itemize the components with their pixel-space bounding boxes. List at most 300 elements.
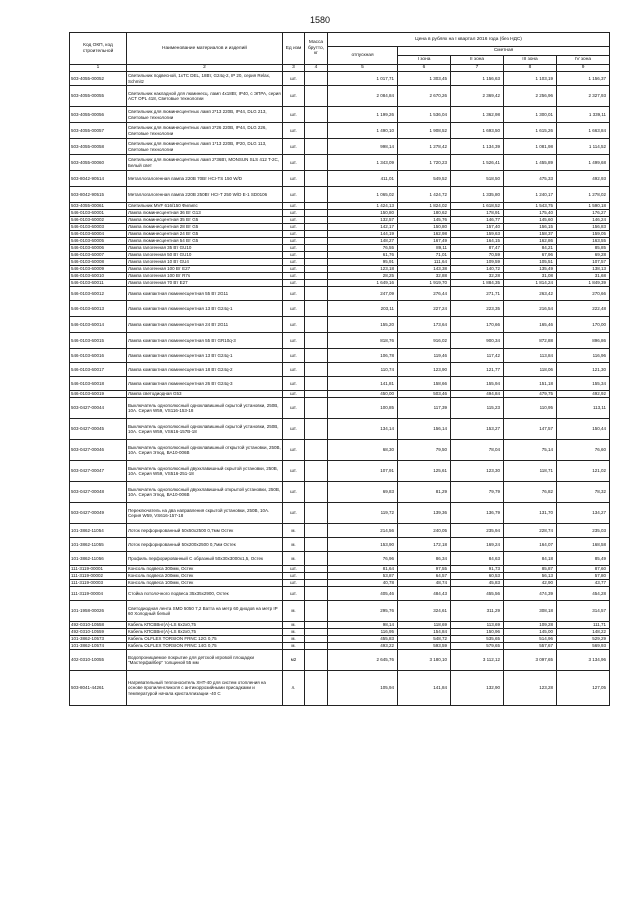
cell-zone-3: 872,88 (504, 333, 557, 349)
table-row (70, 643, 610, 650)
cell-unit: л. (283, 671, 305, 706)
cell-unit: шт. (283, 482, 305, 503)
cell-zone-1: 240,05 (398, 524, 451, 538)
cell-code: 503-4055-00057 (70, 123, 127, 139)
cell-zone-3: 1 814,24 (504, 280, 557, 287)
cell-zone-4: 150,44 (557, 419, 610, 440)
cell-mass (305, 187, 328, 203)
cell-release-price: 153,90 (328, 538, 398, 552)
cell-code: 402-0310-10055 (70, 650, 127, 671)
cell-code: 546-0103-60019 (70, 391, 127, 398)
cell-release-price: 1 490,10 (328, 123, 398, 139)
cell-mass (305, 601, 328, 622)
cell-zone-2: 1 362,98 (451, 107, 504, 123)
cell-unit: м. (283, 601, 305, 622)
cell-zone-1: 81,29 (398, 482, 451, 503)
cell-zone-2: 1 884,35 (451, 280, 504, 287)
cell-zone-4: 222,48 (557, 301, 610, 317)
cell-unit: м. (283, 629, 305, 636)
cell-release-price: 203,11 (328, 301, 398, 317)
cell-mass (305, 317, 328, 333)
price-table-sheet (69, 32, 609, 706)
cell-zone-3: 175,40 (504, 210, 557, 217)
cell-release-price: 76,96 (328, 552, 398, 566)
cell-name: Металлогалогенная лампа 220В 70Вт HCI-TS 150 W/D (127, 171, 283, 187)
cell-zone-2: 117,42 (451, 349, 504, 363)
cell-release-price: 107,91 (328, 461, 398, 482)
cell-zone-1: 172,18 (398, 538, 451, 552)
cell-name: Светильник накладной для люминесц. ламп 4х18Вт, IP40, с ЭПРА, серия ACT OPL 418, Световые технологии (127, 86, 283, 107)
cell-unit: шт. (283, 287, 305, 301)
cell-zone-1: 150,80 (398, 224, 451, 231)
cell-zone-1: 548,72 (398, 636, 451, 643)
cell-zone-4: 454,28 (557, 587, 610, 601)
cell-code: 101-3862-11055 (70, 538, 127, 552)
cell-code: 546-0103-60005 (70, 238, 127, 245)
cell-code: 503-8041-44261 (70, 671, 127, 706)
cell-release-price: 69,83 (328, 482, 398, 503)
cell-mass (305, 155, 328, 171)
cell-unit: м. (283, 643, 305, 650)
table-row (70, 259, 610, 266)
cell-zone-1: 119,46 (398, 349, 451, 363)
cell-code: 503-4055-00061 (70, 203, 127, 210)
cell-zone-2: 1 335,80 (451, 187, 504, 203)
table-row (70, 210, 610, 217)
cell-zone-4: 159,05 (557, 231, 610, 238)
cell-zone-4: 85,85 (557, 245, 610, 252)
cell-zone-2: 518,50 (451, 171, 504, 187)
page-number: 1580 (309, 15, 331, 25)
cell-zone-1: 180,62 (398, 210, 451, 217)
cell-unit: шт. (283, 155, 305, 171)
cell-unit: шт. (283, 391, 305, 398)
cell-zone-2: 2 369,42 (451, 86, 504, 107)
table-body (70, 72, 610, 706)
cell-code: 546-0103-60003 (70, 224, 127, 231)
cell-zone-2: 535,65 (451, 636, 504, 643)
cell-unit: шт. (283, 171, 305, 187)
cell-unit: м. (283, 636, 305, 643)
cell-zone-1: 139,36 (398, 503, 451, 524)
cell-zone-3: 84,21 (504, 245, 557, 252)
cell-name: Лампа компактная люминесцентная 13 Вт G24q-1 (127, 301, 283, 317)
cell-zone-3: 263,42 (504, 287, 557, 301)
cell-unit: м2 (283, 650, 305, 671)
cell-zone-3: 151,18 (504, 377, 557, 391)
cell-mass (305, 123, 328, 139)
cell-mass (305, 139, 328, 155)
cell-mass (305, 524, 328, 538)
table-row (70, 155, 610, 171)
column-index: 1 (70, 65, 127, 72)
table-row (70, 580, 610, 587)
cell-release-price: 95,91 (328, 259, 398, 266)
cell-zone-4: 121,02 (557, 461, 610, 482)
cell-code: 546-0103-60011 (70, 280, 127, 287)
cell-code: 503-0427-00045 (70, 419, 127, 440)
header-zone-3: III зона (504, 56, 557, 65)
cell-zone-4: 113,11 (557, 398, 610, 419)
table-row (70, 503, 610, 524)
cell-mass (305, 231, 328, 238)
column-index: 5 (328, 65, 398, 72)
table-row (70, 171, 610, 187)
cell-release-price: 1 199,26 (328, 107, 398, 123)
cell-zone-4: 69,28 (557, 252, 610, 259)
cell-unit: шт. (283, 238, 305, 245)
cell-name: Светильник для люминесцентных ламп 2*36Вт, MONSUN SLS 412 T-2C, Белый свет (127, 155, 283, 171)
table-row (70, 482, 610, 503)
cell-zone-4: 31,68 (557, 273, 610, 280)
cell-mass (305, 398, 328, 419)
cell-zone-4: 155,34 (557, 377, 610, 391)
header-release-price: отпускная (328, 47, 398, 65)
cell-zone-2: 235,94 (451, 524, 504, 538)
cell-zone-4: 1 156,37 (557, 72, 610, 86)
cell-unit: шт. (283, 245, 305, 252)
cell-release-price: 76,55 (328, 245, 398, 252)
cell-zone-2: 150,96 (451, 629, 504, 636)
cell-name: Консоль подвеса 300мм, Остек (127, 566, 283, 573)
cell-code: 111-3119-00004 (70, 587, 127, 601)
cell-zone-1: 158,66 (398, 377, 451, 391)
cell-release-price: 411,01 (328, 171, 398, 187)
cell-unit: шт. (283, 266, 305, 273)
cell-zone-2: 70,59 (451, 252, 504, 259)
cell-mass (305, 587, 328, 601)
cell-zone-1: 71,01 (398, 252, 451, 259)
header-price: Цена в рублях на I квартал 2016 года (без НДС) (328, 33, 610, 47)
cell-code: 503-4055-00056 (70, 107, 127, 123)
table-row (70, 587, 610, 601)
cell-mass (305, 280, 328, 287)
cell-code: 503-4055-00055 (70, 86, 127, 107)
cell-zone-1: 97,55 (398, 566, 451, 573)
cell-unit: шт. (283, 224, 305, 231)
cell-unit: шт. (283, 363, 305, 377)
cell-zone-2: 84,63 (451, 552, 504, 566)
cell-code: 503-0427-00048 (70, 482, 127, 503)
table-row (70, 391, 610, 398)
cell-code: 546-0103-60017 (70, 363, 127, 377)
cell-name: Светильник подвесной, 1хТС DEL, 18Вт, G24q-2, IP 20, серия Relax, Schmitz (127, 72, 283, 86)
cell-unit: шт. (283, 333, 305, 349)
cell-code: 546-0103-60015 (70, 333, 127, 349)
cell-code: 546-0103-60018 (70, 377, 127, 391)
cell-zone-2: 32,28 (451, 273, 504, 280)
table-row (70, 622, 610, 629)
cell-zone-4: 121,30 (557, 363, 610, 377)
cell-mass (305, 86, 328, 107)
cell-mass (305, 552, 328, 566)
cell-zone-4: 1 499,68 (557, 155, 610, 171)
cell-zone-2: 136,79 (451, 503, 504, 524)
column-index: 9 (557, 65, 610, 72)
cell-zone-1: 1 720,23 (398, 155, 451, 171)
cell-zone-2: 579,65 (451, 643, 504, 650)
cell-zone-3: 1 300,01 (504, 107, 557, 123)
cell-zone-4: 569,93 (557, 643, 610, 650)
cell-zone-2: 113,69 (451, 622, 504, 629)
cell-unit: шт. (283, 587, 305, 601)
cell-mass (305, 273, 328, 280)
cell-mass (305, 461, 328, 482)
cell-unit: шт. (283, 580, 305, 587)
table-row (70, 440, 610, 461)
cell-release-price: 81,64 (328, 566, 398, 573)
cell-zone-3: 308,18 (504, 601, 557, 622)
table-row (70, 333, 610, 349)
cell-name: Лампа компактная люминесцентная 18 Вт G24q-2 (127, 363, 283, 377)
cell-code: 503-4055-00060 (70, 155, 127, 171)
cell-zone-3: 1 615,26 (504, 123, 557, 139)
cell-zone-4: 156,83 (557, 224, 610, 231)
cell-code: 111-3119-00003 (70, 580, 127, 587)
cell-zone-3: 1 543,75 (504, 203, 557, 210)
cell-code: 503-0427-00046 (70, 440, 127, 461)
cell-mass (305, 266, 328, 273)
cell-zone-3: 145,60 (504, 217, 557, 224)
table-row (70, 419, 610, 440)
cell-zone-2: 91,73 (451, 566, 504, 573)
cell-release-price: 61,76 (328, 252, 398, 259)
cell-name: Светильник для люминесцентных ламп 2*26 220В, IP44, DLG 226, Световые технологии (127, 123, 283, 139)
cell-mass (305, 377, 328, 391)
cell-name: Лампа компактная люминесцентная 13 Вт G24q-1 (127, 349, 283, 363)
cell-zone-2: 1 526,41 (451, 155, 504, 171)
cell-zone-3: 145,00 (504, 629, 557, 636)
cell-zone-1: 141,84 (398, 671, 451, 706)
cell-zone-1: 167,49 (398, 238, 451, 245)
cell-mass (305, 349, 328, 363)
cell-unit: шт. (283, 123, 305, 139)
cell-name: Профиль перфорированный С образный 50х30х3000х1,5, Остек (127, 552, 283, 566)
cell-code: 546-0103-60002 (70, 217, 127, 224)
cell-name: Лампа люминесцентная 54 Вт G5 (127, 238, 283, 245)
cell-mass (305, 301, 328, 317)
cell-release-price: 214,56 (328, 524, 398, 538)
cell-zone-1: 86,34 (398, 552, 451, 566)
cell-unit: шт. (283, 461, 305, 482)
table-row (70, 636, 610, 643)
cell-code: 492-0310-10559 (70, 629, 127, 636)
cell-unit: шт. (283, 217, 305, 224)
cell-name: Выключатель однополюсный двухклавишный скрытой установки, 250В, 10А. Серия W59, VS516-251-18 (127, 461, 283, 482)
cell-mass (305, 573, 328, 580)
cell-zone-4: 111,71 (557, 622, 610, 629)
cell-name: Лоток перфорированный 50х50х2500 0,7мм Остек (127, 524, 283, 538)
cell-zone-4: 896,86 (557, 333, 610, 349)
column-index: 2 (127, 65, 283, 72)
cell-zone-1: 173,64 (398, 317, 451, 333)
cell-zone-3: 118,06 (504, 363, 557, 377)
cell-zone-1: 111,64 (398, 259, 451, 266)
cell-zone-1: 89,11 (398, 245, 451, 252)
cell-unit: шт. (283, 259, 305, 266)
cell-release-price: 450,00 (328, 391, 398, 398)
cell-zone-2: 87,47 (451, 245, 504, 252)
cell-zone-1: 593,59 (398, 643, 451, 650)
cell-zone-1: 1 303,45 (398, 72, 451, 86)
cell-code: 503-0427-00044 (70, 398, 127, 419)
cell-zone-4: 168,58 (557, 538, 610, 552)
table-row (70, 203, 610, 210)
cell-zone-2: 146,77 (451, 217, 504, 224)
cell-mass (305, 217, 328, 224)
cell-zone-1: 48,74 (398, 580, 451, 587)
cell-unit: м. (283, 552, 305, 566)
cell-unit: шт. (283, 187, 305, 203)
cell-unit: шт. (283, 377, 305, 391)
cell-zone-4: 127,05 (557, 671, 610, 706)
cell-unit: шт. (283, 301, 305, 317)
cell-zone-2: 157,40 (451, 224, 504, 231)
cell-zone-1: 162,98 (398, 231, 451, 238)
cell-release-price: 28,25 (328, 273, 398, 280)
cell-release-price: 106,78 (328, 349, 398, 363)
cell-unit: м. (283, 524, 305, 538)
cell-name: Лампа галогенная 35 Вт GU10 (127, 245, 283, 252)
table-row (70, 601, 610, 622)
cell-name: Кабель OLFLEX TORSION FRNC 14G 0,75 (127, 643, 283, 650)
column-index: 3 (283, 65, 305, 72)
cell-zone-1: 1 278,42 (398, 139, 451, 155)
cell-zone-3: 479,75 (504, 391, 557, 398)
cell-zone-3: 1 103,19 (504, 72, 557, 86)
cell-release-price: 1 065,02 (328, 187, 398, 203)
cell-mass (305, 107, 328, 123)
cell-zone-3: 475,33 (504, 171, 557, 187)
cell-zone-2: 78,04 (451, 440, 504, 461)
cell-release-price: 142,17 (328, 224, 398, 231)
cell-zone-3: 123,28 (504, 671, 557, 706)
cell-unit: шт. (283, 566, 305, 573)
cell-zone-1: 276,44 (398, 287, 451, 301)
cell-release-price: 818,76 (328, 333, 398, 349)
cell-zone-1: 1 424,72 (398, 187, 451, 203)
cell-zone-3: 1 240,17 (504, 187, 557, 203)
cell-zone-2: 3 112,12 (451, 650, 504, 671)
cell-release-price: 2 084,84 (328, 86, 398, 107)
cell-zone-4: 134,27 (557, 503, 610, 524)
cell-zone-2: 121,77 (451, 363, 504, 377)
cell-zone-1: 143,38 (398, 266, 451, 273)
cell-zone-1: 484,43 (398, 587, 451, 601)
cell-code: 492-0310-10558 (70, 622, 127, 629)
cell-zone-1: 503,46 (398, 391, 451, 398)
cell-mass (305, 203, 328, 210)
cell-zone-2: 109,59 (451, 259, 504, 266)
cell-zone-3: 147,57 (504, 419, 557, 440)
cell-name: Лампа компактная люминесцентная 55 Вт 2G11 (127, 287, 283, 301)
table-row (70, 650, 610, 671)
table-row (70, 377, 610, 391)
cell-zone-2: 271,71 (451, 287, 504, 301)
cell-code: 546-0103-60016 (70, 349, 127, 363)
cell-code: 546-0103-60013 (70, 301, 127, 317)
cell-code: 101-3862-10574 (70, 643, 127, 650)
cell-zone-2: 494,84 (451, 391, 504, 398)
cell-name: Выключатель однополюсный двухклавишный открытой установки, 250В, 10А. Серия Этюд, ВА10-006В (127, 482, 283, 503)
column-index: 6 (398, 65, 451, 72)
cell-unit: шт. (283, 280, 305, 287)
cell-name: Лампа светодиодная G53 (127, 391, 283, 398)
cell-code: 503-0427-00049 (70, 503, 127, 524)
cell-release-price: 116,95 (328, 629, 398, 636)
cell-code: 101-3862-11054 (70, 524, 127, 538)
table-row (70, 349, 610, 363)
cell-zone-2: 159,63 (451, 231, 504, 238)
cell-zone-4: 1 849,39 (557, 280, 610, 287)
cell-code: 546-0103-60014 (70, 317, 127, 333)
cell-name: Лампа галогенная 100 Вт E27 (127, 266, 283, 273)
cell-code: 546-0103-60007 (70, 252, 127, 259)
cell-zone-4: 85,49 (557, 552, 610, 566)
cell-name: Стойка потолочного подвеса 35х35х2900, Остек (127, 587, 283, 601)
table-row (70, 231, 610, 238)
cell-zone-3: 162,86 (504, 238, 557, 245)
cell-zone-3: 1 455,89 (504, 155, 557, 171)
cell-release-price: 98,14 (328, 622, 398, 629)
table-row (70, 107, 610, 123)
cell-zone-3: 76,82 (504, 482, 557, 503)
cell-zone-3: 2 256,96 (504, 86, 557, 107)
cell-zone-2: 170,66 (451, 317, 504, 333)
table-row (70, 552, 610, 566)
table-row (70, 538, 610, 552)
cell-zone-2: 123,30 (451, 461, 504, 482)
cell-zone-4: 87,60 (557, 566, 610, 573)
cell-code: 503-8042-90515 (70, 187, 127, 203)
cell-zone-3: 84,18 (504, 552, 557, 566)
cell-zone-2: 311,29 (451, 601, 504, 622)
cell-zone-3: 158,37 (504, 231, 557, 238)
cell-zone-1: 1 908,52 (398, 123, 451, 139)
cell-mass (305, 419, 328, 440)
cell-name: Светодиодная лента SMD 5050 7,2 Ватта на метр 60 диодов на метр IP 60 Холодный белый (127, 601, 283, 622)
table-row (70, 363, 610, 377)
cell-zone-4: 76,60 (557, 440, 610, 461)
cell-release-price: 2 645,76 (328, 650, 398, 671)
cell-name: Светильник для люминесцентных ламп 2*13 220В, IP44, DLG 213, Световые технологии (127, 107, 283, 123)
cell-zone-4: 1 663,84 (557, 123, 610, 139)
cell-name: Светильник MVF 616/150 Филипс (127, 203, 283, 210)
cell-zone-2: 900,34 (451, 333, 504, 349)
cell-mass (305, 363, 328, 377)
cell-release-price: 405,46 (328, 587, 398, 601)
header-code: Код ОКП, код строительной (70, 33, 127, 65)
header-mass: Масса брутто, кг (305, 33, 328, 65)
cell-mass (305, 566, 328, 573)
cell-zone-2: 1 618,52 (451, 203, 504, 210)
cell-name: Переключатель на два направления скрытой установки, 250В, 10А. Серия W59, VS616-157-18 (127, 503, 283, 524)
cell-release-price: 40,78 (328, 580, 398, 587)
cell-zone-4: 43,77 (557, 580, 610, 587)
cell-release-price: 295,76 (328, 601, 398, 622)
cell-mass (305, 391, 328, 398)
cell-zone-4: 1 339,11 (557, 107, 610, 123)
cell-release-price: 134,14 (328, 419, 398, 440)
table-row (70, 245, 610, 252)
cell-zone-3: 118,71 (504, 461, 557, 482)
cell-zone-3: 135,49 (504, 266, 557, 273)
cell-zone-1: 145,76 (398, 217, 451, 224)
cell-mass (305, 671, 328, 706)
header-zone-1: I зона (398, 56, 451, 65)
cell-name: Консоль подвеса 200мм, Остек (127, 573, 283, 580)
cell-mass (305, 538, 328, 552)
